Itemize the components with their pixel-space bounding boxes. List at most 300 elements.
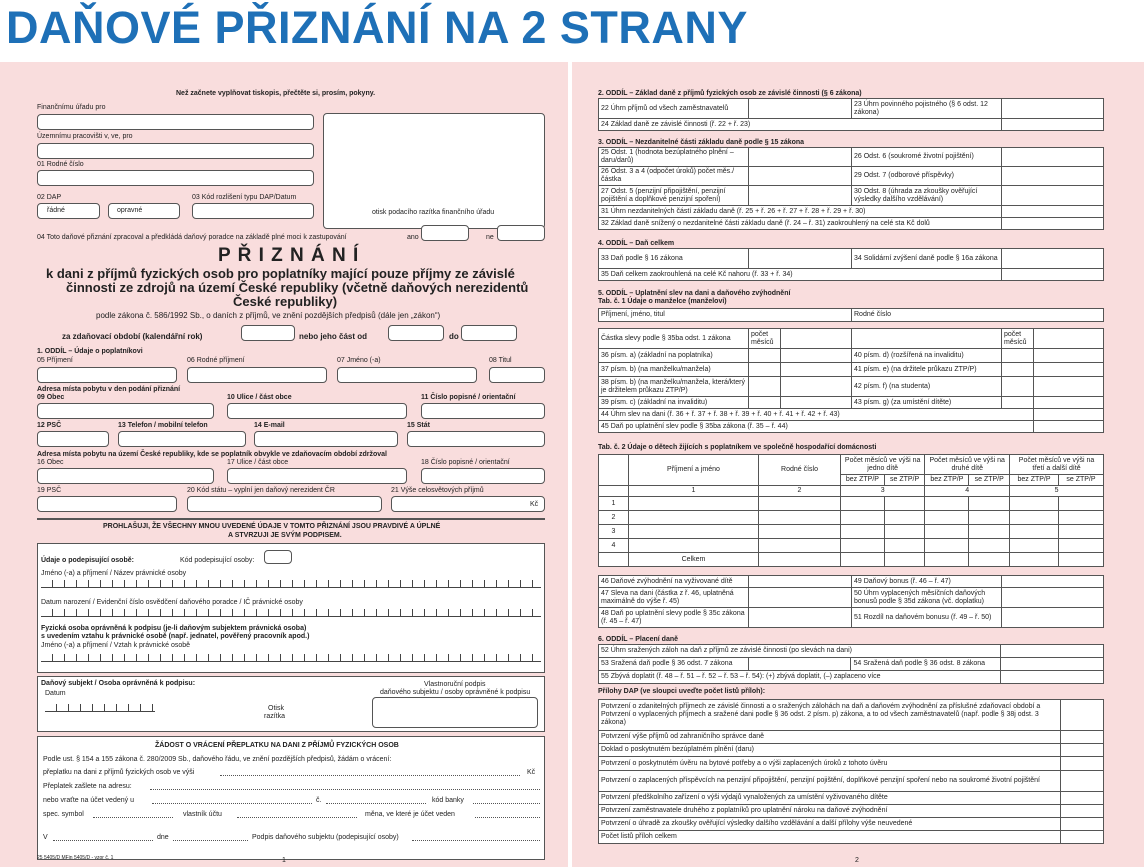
row-48-value[interactable] bbox=[749, 608, 852, 628]
attachment-count[interactable] bbox=[1061, 757, 1104, 771]
dap-type-label: 03 Kód rozlišení typu DAP/Datum bbox=[192, 194, 297, 201]
col-num-5: 5 bbox=[1010, 486, 1104, 497]
discount-table bbox=[598, 328, 1104, 433]
attachment-count[interactable] bbox=[1061, 700, 1104, 731]
row-26a-value[interactable] bbox=[749, 167, 852, 186]
spouse-table bbox=[598, 308, 1104, 322]
house-number-label: 11 Číslo popisné / orientační bbox=[421, 394, 516, 401]
se-ztp-2: se ZTP/P bbox=[969, 475, 1010, 486]
birth-surname-input[interactable] bbox=[187, 367, 327, 383]
child-cell[interactable] bbox=[629, 525, 759, 539]
city-input[interactable] bbox=[37, 403, 214, 419]
signatory-code-label: Kód podepisující osoby: bbox=[180, 557, 255, 564]
office-input[interactable] bbox=[37, 114, 314, 130]
refund-amount-line[interactable] bbox=[220, 775, 520, 776]
row-49-value[interactable] bbox=[1002, 576, 1104, 588]
refund-symbol-label: spec. symbol bbox=[43, 811, 84, 818]
attachment-count[interactable] bbox=[1061, 731, 1104, 744]
authorized-line-1: Fyzická osoba oprávněná k podpisu (je-li daňovým subjektem právnická osoba) bbox=[41, 625, 307, 632]
child-cell[interactable] bbox=[841, 497, 885, 511]
refund-owner-label: vlastník účtu bbox=[183, 811, 222, 818]
child-rc-head: Rodné číslo bbox=[759, 455, 841, 486]
period-from-input[interactable] bbox=[388, 325, 444, 341]
child-cell[interactable] bbox=[969, 539, 1010, 553]
child-cell[interactable] bbox=[841, 539, 885, 553]
advisor-no-label: ne bbox=[486, 234, 494, 241]
row-33-label: 33 Daň podle § 16 zákona bbox=[599, 249, 749, 269]
street-input[interactable] bbox=[227, 403, 407, 419]
months-head-1: počet měsíců bbox=[749, 329, 781, 349]
authorized-name-label: Jméno (-a) a příjmení / Vztah k právnické osobě bbox=[41, 642, 191, 649]
attachments-table bbox=[598, 699, 1104, 844]
row-43-months[interactable] bbox=[1002, 397, 1034, 409]
law-reference: podle zákona č. 586/1992 Sb., o daních z příjmů, ve znění pozdějších předpisů (dále jen „zákon“) bbox=[96, 311, 441, 320]
row-51-label: 51 Rozdíl na daňovém bonusu (ř. 49 – ř. 50) bbox=[852, 608, 1002, 628]
row-30-value[interactable] bbox=[1002, 186, 1104, 206]
refund-currency-label: měna, ve které je účet veden bbox=[365, 811, 455, 818]
child-total-cell[interactable] bbox=[925, 553, 969, 567]
birth-number-label: 01 Rodné číslo bbox=[37, 161, 84, 168]
refund-owner-line[interactable] bbox=[237, 817, 357, 818]
birth-surname-label: 06 Rodné příjmení bbox=[187, 357, 245, 364]
attachment-item: Potvrzení zaměstnavatele druhého z poplatníků pro uplatnění nároku na daňové zvýhodnění bbox=[599, 805, 1061, 818]
row-42-label: 42 písm. f) (na studenta) bbox=[852, 377, 1002, 397]
street-label: 10 Ulice / část obce bbox=[227, 394, 292, 401]
child-cell[interactable] bbox=[1010, 539, 1059, 553]
attachments-title: Přílohy DAP (ve sloupci uveďte počet listů příloh): bbox=[598, 688, 766, 695]
child-cell[interactable] bbox=[969, 497, 1010, 511]
attachment-count[interactable] bbox=[1061, 805, 1104, 818]
signatory-name-ticks[interactable] bbox=[41, 580, 541, 588]
row-48-label: 48 Daň po uplatnění slevy podle § 35c zákona (ř. 45 – ř. 47) bbox=[599, 608, 749, 628]
stamp-text-2: razítka bbox=[264, 713, 286, 720]
refund-date-label: dne bbox=[157, 834, 169, 841]
row-41-value[interactable] bbox=[1034, 363, 1104, 377]
cz-street-input[interactable] bbox=[227, 468, 407, 484]
child-cell[interactable] bbox=[925, 539, 969, 553]
advisor-yes-box[interactable] bbox=[421, 225, 469, 241]
child-cell[interactable] bbox=[1058, 511, 1103, 525]
refund-amount-currency: Kč bbox=[527, 769, 536, 776]
attachment-count[interactable] bbox=[1061, 792, 1104, 805]
row-24-value[interactable] bbox=[1002, 119, 1104, 131]
row-53-label: 53 Sražená daň podle § 36 odst. 7 zákona bbox=[599, 658, 749, 671]
row-31-label: 31 Úhrn nezdanitelných částí základu daně (ř. 25 + ř. 26 + ř. 27 + ř. 28 + ř. 29 + ř. 30) bbox=[599, 206, 1002, 218]
first-name-input[interactable] bbox=[337, 367, 477, 383]
academic-title-label: 08 Titul bbox=[489, 357, 512, 364]
row-num-1: 1 bbox=[599, 497, 629, 511]
child-cell[interactable] bbox=[969, 511, 1010, 525]
child-cell[interactable] bbox=[925, 525, 969, 539]
signatory-birth-label: Datum narození / Evidenční číslo osvědčení daňového poradce / IČ právnické osoby bbox=[41, 599, 303, 606]
row-24-label: 24 Základ daně ze závislé činnosti (ř. 22 + ř. 23) bbox=[599, 119, 1002, 131]
child-cell[interactable] bbox=[759, 511, 841, 525]
house-number-input[interactable] bbox=[421, 403, 545, 419]
table-1-title: Tab. č. 1 Údaje o manželce (manželovi) bbox=[598, 298, 727, 305]
child-cell[interactable] bbox=[629, 497, 759, 511]
child-cell[interactable] bbox=[759, 525, 841, 539]
row-45-value[interactable] bbox=[1034, 421, 1104, 433]
bez-ztp-2: bez ZTP/P bbox=[925, 475, 969, 486]
row-32-value[interactable] bbox=[1002, 218, 1104, 230]
row-25-value[interactable] bbox=[749, 148, 852, 167]
child-cell[interactable] bbox=[1010, 511, 1059, 525]
refund-date-line[interactable] bbox=[173, 840, 248, 841]
discount-head: Částka slevy podle § 35ba odst. 1 zákona bbox=[599, 329, 749, 349]
row-32-label: 32 Základ daně snížený o nezdanitelné části základu daně (ř. 24 – ř. 31) zaokrouhlený na celé sta Kč dolů bbox=[599, 218, 1002, 230]
row-39-months[interactable] bbox=[749, 397, 781, 409]
child-cell[interactable] bbox=[884, 511, 925, 525]
child-cell[interactable] bbox=[884, 497, 925, 511]
child-total-cell[interactable] bbox=[841, 553, 885, 567]
city-label: 09 Obec bbox=[37, 394, 65, 401]
col-num-4: 4 bbox=[925, 486, 1010, 497]
child-cell[interactable] bbox=[1058, 539, 1103, 553]
row-num-2: 2 bbox=[599, 511, 629, 525]
row-43-label: 43 písm. g) (za umístění dítěte) bbox=[852, 397, 1002, 409]
child-cell[interactable] bbox=[1010, 525, 1059, 539]
row-27-value[interactable] bbox=[749, 186, 852, 206]
row-52-value[interactable] bbox=[1001, 645, 1104, 658]
workplace-input[interactable] bbox=[37, 143, 314, 159]
refund-amount-label: přeplatku na dani z příjmů fyzických osob ve výši bbox=[43, 769, 195, 776]
advisor-no-box[interactable] bbox=[497, 225, 545, 241]
bez-ztp-1: bez ZTP/P bbox=[841, 475, 885, 486]
attachment-item: Potvrzení výše příjmů od zahraničního správce daně bbox=[599, 731, 1061, 744]
row-47-label: 47 Sleva na dani (částka z ř. 46, uplatněná maximálně do výše ř. 45) bbox=[599, 588, 749, 608]
row-50-label: 50 Úhrn vyplacených měsíčních daňových bonusů podle § 35d zákona (vč. doplatku) bbox=[852, 588, 1002, 608]
refund-bankcode-line[interactable] bbox=[473, 803, 540, 804]
form-subheading-1: k dani z příjmů fyzických osob pro poplatníky mající pouze příjmy ze závislé bbox=[46, 266, 515, 281]
row-54-value[interactable] bbox=[1001, 658, 1104, 671]
child-months-1-head: Počet měsíců ve výši na jedno dítě bbox=[841, 455, 925, 475]
stamp-label: otisk podacího razítka finančního úřadu bbox=[372, 209, 495, 216]
form-page-1 bbox=[0, 62, 568, 867]
row-38-months[interactable] bbox=[749, 377, 781, 397]
refund-bank-line[interactable] bbox=[152, 803, 312, 804]
phone-input[interactable] bbox=[118, 431, 246, 447]
section-5-title: 5. ODDÍL – Uplatnění slev na dani a daňového zvýhodnění bbox=[598, 290, 791, 297]
row-43-value[interactable] bbox=[1034, 397, 1104, 409]
zip-input[interactable] bbox=[37, 431, 109, 447]
address-heading: Adresa místa pobytu v den podání přiznání bbox=[37, 386, 181, 393]
refund-address-label: Přeplatek zašlete na adresu: bbox=[43, 783, 132, 790]
cz-zip-label: 19 PSČ bbox=[37, 487, 62, 494]
advisor-label: 04 Toto daňové přiznání zpracoval a předkládá daňový poradce na základě plné moci k zastupování bbox=[37, 234, 347, 241]
cz-city-label: 16 Obec bbox=[37, 459, 64, 466]
spouse-name-cell[interactable]: Příjmení, jméno, titul bbox=[599, 309, 852, 322]
row-44-label: 44 Úhrn slev na dani (ř. 36 + ř. 37 + ř. 38 + ř. 39 + ř. 40 + ř. 41 + ř. 42 + ř. 43) bbox=[599, 409, 1034, 421]
period-to-label: do bbox=[449, 332, 459, 341]
row-36-label: 36 písm. a) (základní na poplatníka) bbox=[599, 349, 749, 363]
child-months-3-head: Počet měsíců ve výši na třetí a další dítě bbox=[1010, 455, 1104, 475]
child-cell[interactable] bbox=[759, 539, 841, 553]
handsign-label-1: Vlastnoruční podpis bbox=[424, 681, 486, 688]
dap-label: 02 DAP bbox=[37, 194, 62, 201]
attachment-count[interactable] bbox=[1061, 771, 1104, 792]
row-41-months[interactable] bbox=[1002, 363, 1034, 377]
section-3-title: 3. ODDÍL – Nezdanitelné části základu daně podle § 15 zákona bbox=[598, 139, 805, 146]
declaration-line-2: A STVRZUJI JE SVÝM PODPISEM. bbox=[228, 532, 342, 539]
row-29-label: 29 Odst. 7 (odborové příspěvky) bbox=[852, 167, 1002, 186]
attachment-total: Počet listů příloh celkem bbox=[599, 831, 1061, 844]
signatory-code-input[interactable] bbox=[264, 550, 292, 564]
row-38-label: 38 písm. b) (na manželku/manžela, která/který je držitelem průkazu ZTP/P) bbox=[599, 377, 749, 397]
child-cell[interactable] bbox=[884, 525, 925, 539]
child-name-head: Příjmení a jméno bbox=[629, 455, 759, 486]
child-row bbox=[599, 525, 1104, 539]
row-36-value[interactable] bbox=[781, 349, 852, 363]
signatory-name-label: Jméno (-a) a příjmení / Název právnické osoby bbox=[41, 570, 187, 577]
row-49-label: 49 Daňový bonus (ř. 46 – ř. 47) bbox=[852, 576, 1002, 588]
refund-bank-label: nebo vraťte na účet vedený u bbox=[43, 797, 134, 804]
child-cell[interactable] bbox=[925, 497, 969, 511]
cz-house-number-label: 18 Číslo popisné / orientační bbox=[421, 459, 510, 466]
corrective-label: opravné bbox=[117, 207, 143, 214]
spouse-rc-cell[interactable]: Rodné číslo bbox=[852, 309, 1104, 322]
child-total-cell[interactable] bbox=[759, 553, 841, 567]
child-cell[interactable] bbox=[841, 511, 885, 525]
form-subheading-2: činnosti ze zdrojů na území České republiky (včetně daňových nerezidentů bbox=[66, 280, 529, 295]
row-38-value[interactable] bbox=[781, 377, 852, 397]
row-44-value[interactable] bbox=[1034, 409, 1104, 421]
row-30-label: 30 Odst. 8 (úhrada za zkoušky ověřující výsledky dalšího vzdělávání) bbox=[852, 186, 1002, 206]
page-number-2: 2 bbox=[855, 857, 859, 864]
row-26a-label: 26 Odst. 3 a 4 (odpočet úroků) počet měs./částka bbox=[599, 167, 749, 186]
row-50-value[interactable] bbox=[1002, 588, 1104, 608]
child-cell[interactable] bbox=[759, 497, 841, 511]
declaration-line-1: PROHLAŠUJI, ŽE VŠECHNY MNOU UVEDENÉ ÚDAJE V TOMTO PŘIZNÁNÍ JSOU PRAVDIVÉ A ÚPLNÉ bbox=[103, 523, 441, 530]
row-31-value[interactable] bbox=[1002, 206, 1104, 218]
row-29-value[interactable] bbox=[1002, 167, 1104, 186]
workplace-label: Územnímu pracovišti v, ve, pro bbox=[37, 133, 133, 140]
row-45-label: 45 Daň po uplatnění slev podle § 35ba zákona (ř. 35 – ř. 44) bbox=[599, 421, 1034, 433]
cz-street-label: 17 Ulice / část obce bbox=[227, 459, 289, 466]
row-54-label: 54 Sražená daň podle § 36 odst. 8 zákona bbox=[851, 658, 1001, 671]
row-37-months[interactable] bbox=[749, 363, 781, 377]
section-1-title: 1. ODDÍL – Údaje o poplatníkovi bbox=[37, 348, 143, 355]
cz-zip-input[interactable] bbox=[37, 496, 177, 512]
page-number-1: 1 bbox=[282, 857, 286, 864]
child-months-2-head: Počet měsíců ve výši na druhé dítě bbox=[925, 455, 1010, 475]
child-cell[interactable] bbox=[969, 525, 1010, 539]
refund-currency-line[interactable] bbox=[475, 817, 540, 818]
refund-place-label: V bbox=[43, 834, 48, 841]
child-cell[interactable] bbox=[884, 539, 925, 553]
row-39-value[interactable] bbox=[781, 397, 852, 409]
cz-city-input[interactable] bbox=[37, 468, 214, 484]
row-num-3: 3 bbox=[599, 525, 629, 539]
col-num-1: 1 bbox=[629, 486, 759, 497]
refund-sign-line[interactable] bbox=[412, 840, 540, 841]
academic-title-input[interactable] bbox=[489, 367, 545, 383]
authorized-name-ticks[interactable] bbox=[41, 654, 541, 662]
cz-house-number-input[interactable] bbox=[421, 468, 545, 484]
child-total-cell[interactable] bbox=[969, 553, 1010, 567]
surname-input[interactable] bbox=[37, 367, 177, 383]
signature-date-label: Datum bbox=[45, 690, 66, 697]
section-2-title: 2. ODDÍL – Základ daně z příjmů fyzických osob ze závislé činnosti (§ 6 zákona) bbox=[598, 90, 862, 97]
section-3-table bbox=[598, 147, 1104, 230]
country-input[interactable] bbox=[407, 431, 545, 447]
row-37-value[interactable] bbox=[781, 363, 852, 377]
refund-sign-label: Podpis daňového subjektu (podepisující osoby) bbox=[252, 834, 399, 841]
attachment-item: Potvrzení o zdanitelných příjmech ze závislé činnosti a o sražených zálohách na daň a daňovém zvýhodnění za příslušné zdaňovací období a Potvrzení o vyplacených příjmech a sražené dani podle § 36 odst. 2 písm. p) zákona, a to od všech zaměstnavatelů (např. podle § 38j odst. 3 zákona) bbox=[599, 700, 1061, 731]
declaration-divider bbox=[37, 518, 545, 520]
attachment-item: Potvrzení o zaplacených příspěvcích na penzijní připojištění, penzijní pojištění, doplňkové penzijní spoření nebo na soukromé životní pojištění bbox=[599, 771, 1061, 792]
child-cell[interactable] bbox=[1010, 497, 1059, 511]
children-table bbox=[598, 454, 1104, 567]
se-ztp-1: se ZTP/P bbox=[884, 475, 925, 486]
email-input[interactable] bbox=[254, 431, 398, 447]
bez-ztp-3: bez ZTP/P bbox=[1010, 475, 1059, 486]
row-46-value[interactable] bbox=[749, 576, 852, 588]
period-label: za zdaňovací období (kalendářní rok) bbox=[62, 332, 203, 341]
handsign-box[interactable] bbox=[372, 697, 538, 728]
child-benefit-table bbox=[598, 575, 1104, 628]
world-income-currency: Kč bbox=[530, 501, 539, 508]
section-4-title: 4. ODDÍL – Daň celkem bbox=[598, 240, 675, 247]
section-6-title: 6. ODDÍL – Placení daně bbox=[598, 636, 679, 643]
refund-heading: ŽÁDOST O VRÁCENÍ PŘEPLATKU NA DANI Z PŘÍJMŮ FYZICKÝCH OSOB bbox=[155, 742, 399, 749]
stamp-text-1: Otisk bbox=[268, 705, 284, 712]
form-heading: P Ř I Z N Á N Í bbox=[218, 245, 360, 266]
refund-account-line[interactable] bbox=[326, 803, 426, 804]
row-52-label: 52 Úhrn sražených záloh na daň z příjmů ze závislé činnosti (po slevách na dani) bbox=[599, 645, 1001, 658]
row-46-label: 46 Daňové zvýhodnění na vyživované dítě bbox=[599, 576, 749, 588]
page-banner-title: DAŇOVÉ PŘIZNÁNÍ NA 2 STRANY bbox=[6, 2, 748, 53]
attachment-total-count[interactable] bbox=[1061, 831, 1104, 844]
child-cell[interactable] bbox=[925, 511, 969, 525]
signatory-birth-ticks[interactable] bbox=[41, 609, 541, 617]
row-55-label: 55 Zbývá doplatit (ř. 48 – ř. 51 – ř. 52 – ř. 53 – ř. 54): (+) zbývá doplatit, (–) zaplaceno více bbox=[599, 671, 1001, 684]
refund-symbol-line[interactable] bbox=[93, 817, 173, 818]
attachment-item: Potvrzení o poskytnutém úvěru na bytové potřeby a o výši zaplacených úroků z tohoto úvěru bbox=[599, 757, 1061, 771]
row-51-value[interactable] bbox=[1002, 608, 1104, 628]
row-35-label: 35 Daň celkem zaokrouhlená na celé Kč nahoru (ř. 33 + ř. 34) bbox=[599, 269, 1002, 281]
row-22-value[interactable] bbox=[749, 99, 852, 119]
row-23-value[interactable] bbox=[1002, 99, 1104, 119]
period-year-input[interactable] bbox=[241, 325, 295, 341]
child-cell[interactable] bbox=[1058, 497, 1103, 511]
attachment-count[interactable] bbox=[1061, 744, 1104, 757]
child-cell[interactable] bbox=[841, 525, 885, 539]
child-row bbox=[599, 539, 1104, 553]
handsign-label-2: daňového subjektu / osoby oprávněné k podpisu bbox=[380, 689, 531, 696]
row-47-value[interactable] bbox=[749, 588, 852, 608]
first-name-label: 07 Jméno (-a) bbox=[337, 357, 381, 364]
world-income-label: 21 Výše celosvětových příjmů bbox=[391, 487, 484, 494]
refund-intro: Podle ust. § 154 a 155 zákona č. 280/2009 Sb., daňového řádu, ve znění pozdějších předpisů, žádám o vrácení: bbox=[43, 756, 392, 763]
attachment-item: Potvrzení o úhradě za zkoušky ověřující výsledky dalšího vzdělávání a další přílohy výše neuvedené bbox=[599, 818, 1061, 831]
se-ztp-3: se ZTP/P bbox=[1058, 475, 1103, 486]
office-label: Finančnímu úřadu pro bbox=[37, 104, 106, 111]
row-33-value[interactable] bbox=[749, 249, 852, 269]
row-40-value[interactable] bbox=[1034, 349, 1104, 363]
form-page-2 bbox=[572, 62, 1144, 867]
row-26-label: 26 Odst. 6 (soukromé životní pojištění) bbox=[852, 148, 1002, 167]
attachment-item: Potvrzení předškolního zařízení o výši výdajů vynaložených za umístění vyživovaného dítěte bbox=[599, 792, 1061, 805]
signatory-label: Údaje o podepisující osobě: bbox=[41, 557, 134, 564]
refund-account-label: č. bbox=[316, 797, 322, 804]
refund-place-line[interactable] bbox=[53, 840, 153, 841]
col-num-2: 2 bbox=[759, 486, 841, 497]
birth-number-input[interactable] bbox=[37, 170, 314, 186]
period-from-label: nebo jeho část od bbox=[299, 332, 368, 341]
period-to-input[interactable] bbox=[461, 325, 517, 341]
regular-label: řádné bbox=[47, 207, 65, 214]
child-cell[interactable] bbox=[1058, 525, 1103, 539]
children-total-label: Celkem bbox=[629, 553, 759, 567]
child-total-cell[interactable] bbox=[884, 553, 925, 567]
intro-note: Než začnete vyplňovat tiskopis, přečtěte si, prosím, pokyny. bbox=[176, 90, 376, 97]
row-53-value[interactable] bbox=[748, 658, 851, 671]
child-cell[interactable] bbox=[629, 539, 759, 553]
zip-label: 12 PSČ bbox=[37, 422, 62, 429]
surname-label: 05 Příjmení bbox=[37, 357, 73, 364]
child-row bbox=[599, 511, 1104, 525]
row-22-label: 22 Úhrn příjmů od všech zaměstnavatelů bbox=[599, 99, 749, 119]
child-total-cell[interactable] bbox=[1058, 553, 1103, 567]
section-4-table bbox=[598, 248, 1104, 281]
col-num-3: 3 bbox=[841, 486, 925, 497]
world-income-input[interactable] bbox=[391, 496, 545, 512]
cz-address-heading: Adresa místa pobytu na území České republiky, kde se poplatník obvykle ve zdaňovacím období zdržoval bbox=[37, 451, 387, 458]
row-36-months[interactable] bbox=[749, 349, 781, 363]
row-35-value[interactable] bbox=[1002, 269, 1104, 281]
row-34-label: 34 Solidární zvýšení daně podle § 16a zákona bbox=[852, 249, 1002, 269]
refund-bankcode-label: kód banky bbox=[432, 797, 464, 804]
form-footer-code: 25 5405/D MFin 5405/D - vzor č. 1 bbox=[37, 855, 114, 861]
table-2-title: Tab. č. 2 Údaje o dětech žijících s poplatníkem ve společně hospodařící domácnosti bbox=[598, 444, 877, 451]
subject-label: Daňový subjekt / Osoba oprávněná k podpisu: bbox=[41, 680, 196, 687]
row-41-label: 41 písm. e) (na držitele průkazu ZTP/P) bbox=[852, 363, 1002, 377]
row-37-label: 37 písm. b) (na manželku/manžela) bbox=[599, 363, 749, 377]
row-27-label: 27 Odst. 5 (penzijní připojištění, penzijní pojištění a doplňkové penzijní spoření) bbox=[599, 186, 749, 206]
row-26-value[interactable] bbox=[1002, 148, 1104, 167]
row-23-label: 23 Úhrn povinného pojistného (§ 6 odst. 12 zákona) bbox=[852, 99, 1002, 119]
refund-address-line[interactable] bbox=[150, 789, 540, 790]
row-40-months[interactable] bbox=[1002, 349, 1034, 363]
attachment-count[interactable] bbox=[1061, 818, 1104, 831]
row-42-months[interactable] bbox=[1002, 377, 1034, 397]
child-row bbox=[599, 497, 1104, 511]
dap-type-input[interactable] bbox=[192, 203, 314, 219]
email-label: 14 E-mail bbox=[254, 422, 285, 429]
state-code-input[interactable] bbox=[187, 496, 382, 512]
country-label: 15 Stát bbox=[407, 422, 430, 429]
row-34-value[interactable] bbox=[1002, 249, 1104, 269]
phone-label: 13 Telefon / mobilní telefon bbox=[118, 422, 208, 429]
attachment-item: Doklad o poskytnutém bezúplatném plnění (daru) bbox=[599, 744, 1061, 757]
signature-date-ticks[interactable] bbox=[45, 704, 155, 712]
child-cell[interactable] bbox=[629, 511, 759, 525]
row-55-value[interactable] bbox=[1001, 671, 1104, 684]
advisor-yes-label: ano bbox=[407, 234, 419, 241]
months-head-2: počet měsíců bbox=[1002, 329, 1034, 349]
section-2-table bbox=[598, 98, 1104, 131]
row-num-4: 4 bbox=[599, 539, 629, 553]
row-25-label: 25 Odst. 1 (hodnota bezúplatného plnění – daru/darů) bbox=[599, 148, 749, 167]
authorized-line-2: s uvedením vztahu k právnické osobě (např. jednatel, pověřený pracovník apod.) bbox=[41, 633, 310, 640]
child-total-cell[interactable] bbox=[1010, 553, 1059, 567]
state-code-label: 20 Kód státu – vyplní jen daňový nerezident ČR bbox=[187, 487, 335, 494]
row-42-value[interactable] bbox=[1034, 377, 1104, 397]
section-6-table bbox=[598, 644, 1104, 684]
form-subheading-3: České republiky) bbox=[233, 294, 338, 309]
row-40-label: 40 písm. d) (rozšířená na invaliditu) bbox=[852, 349, 1002, 363]
row-39-label: 39 písm. c) (základní na invaliditu) bbox=[599, 397, 749, 409]
